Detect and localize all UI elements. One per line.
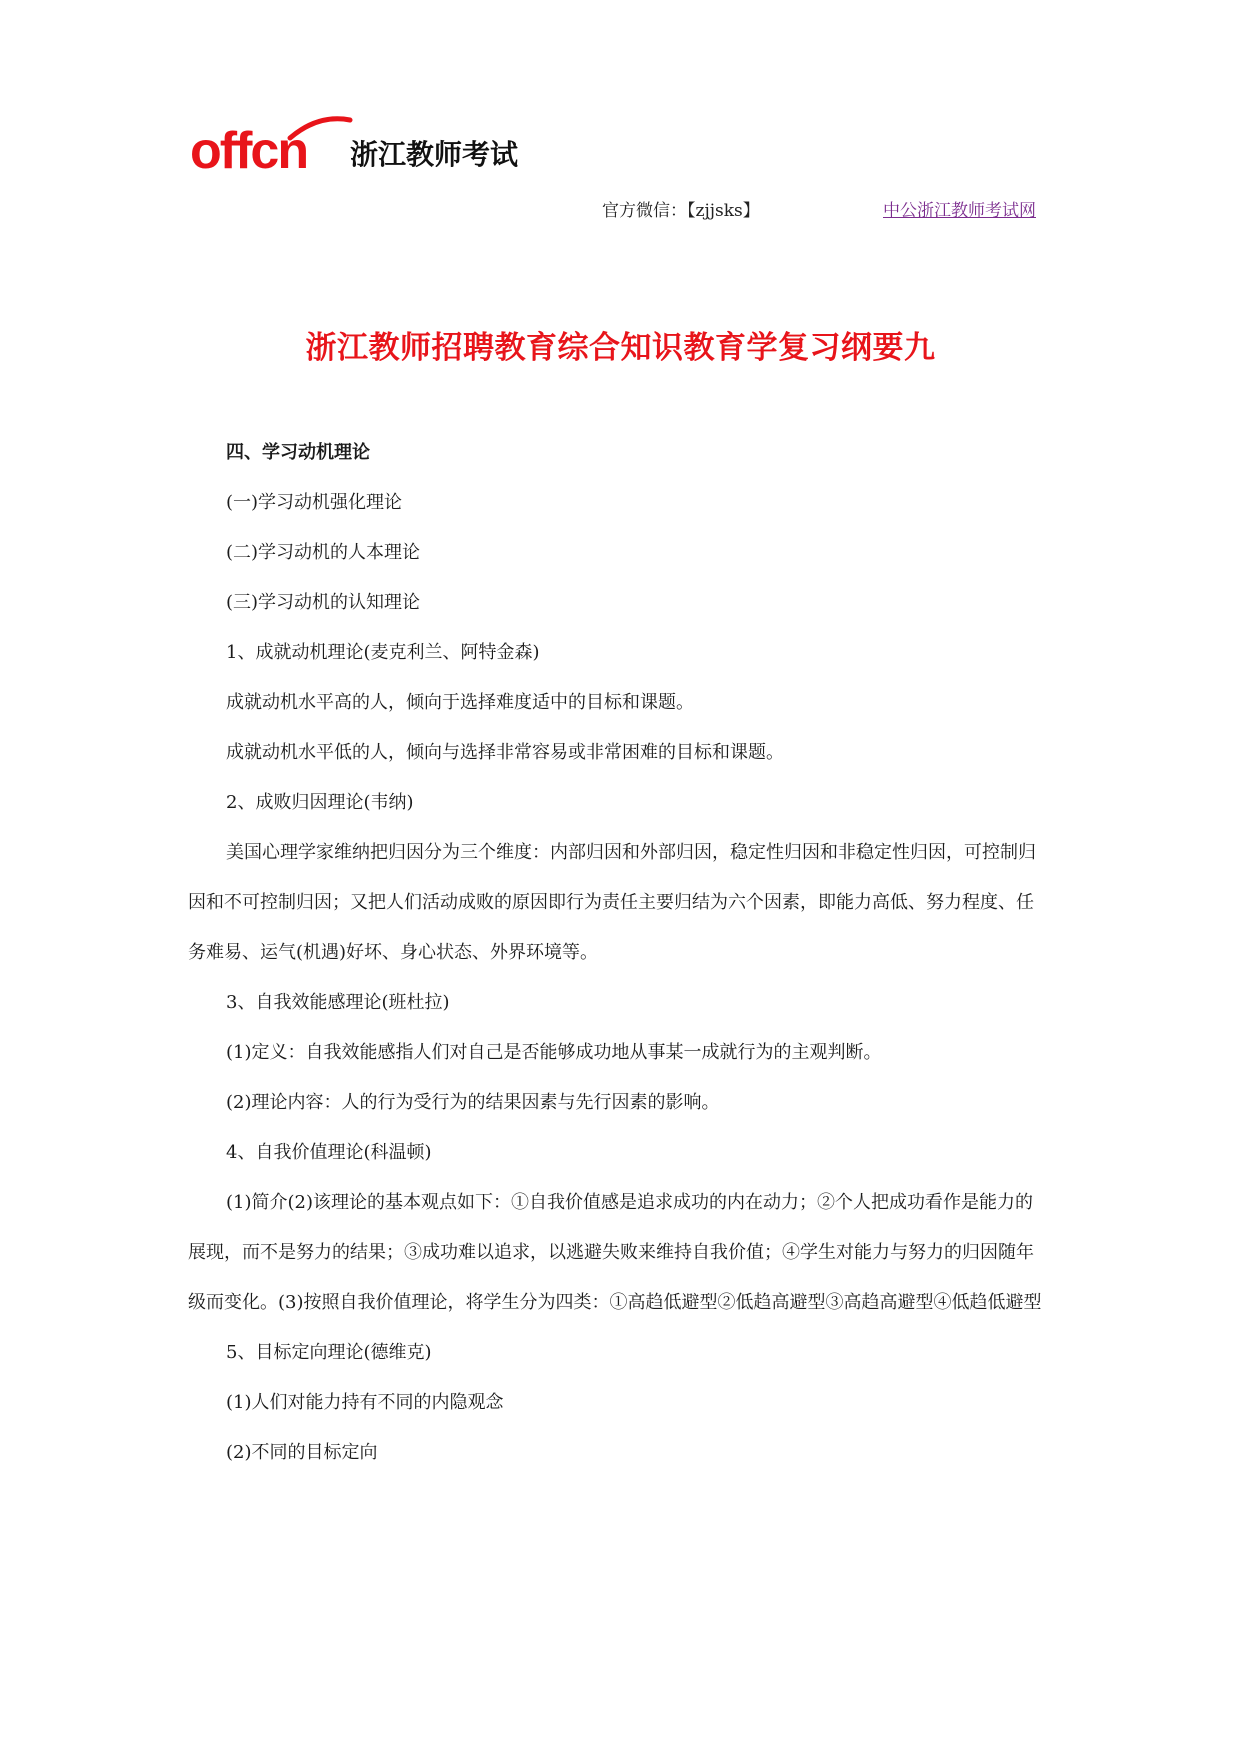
paragraph: (二)学习动机的人本理论 <box>226 542 421 563</box>
paragraph: 美国心理学家维纳把归因分为三个维度：内部归因和外部归因，稳定性归因和非稳定性归因，可控制归因和不可控制归因；又把人们活动成败的原因即行为责任主要归结为六个因素，即能力高低、努力程度、任务难易、运气(机遇)好坏、身心状态、外界环境等。 <box>188 842 1036 963</box>
paragraph: (2)理论内容：人的行为受行为的结果因素与先行因素的影响。 <box>226 1092 720 1113</box>
article-body <box>188 428 1050 1478</box>
paragraph: (1)定义：自我效能感指人们对自己是否能够成功地从事某一成就行为的主观判断。 <box>226 1042 882 1063</box>
paragraph: 2、成败归因理论(韦纳) <box>226 792 414 813</box>
paragraph: 1、成就动机理论(麦克利兰、阿特金森) <box>226 642 540 663</box>
paragraph: 4、自我价值理论(科温顿) <box>226 1142 432 1163</box>
paragraph: (三)学习动机的认知理论 <box>226 592 421 613</box>
paragraph: (2)不同的目标定向 <box>226 1442 378 1463</box>
header-bar <box>0 196 1241 222</box>
paragraph: 3、自我效能感理论(班杜拉) <box>226 992 450 1013</box>
paragraph: 成就动机水平低的人，倾向与选择非常容易或非常困难的目标和课题。 <box>226 742 784 763</box>
paragraph: 5、目标定向理论(德维克) <box>226 1342 432 1363</box>
wechat-label: 官方微信：【zjjsks】 <box>602 201 760 221</box>
paragraph: (1)人们对能力持有不同的内隐观念 <box>226 1392 504 1413</box>
offcn-logo <box>190 112 530 182</box>
logo-wordmark: offcn <box>190 122 308 180</box>
site-link[interactable]: 中公浙江教师考试网 <box>883 201 1036 221</box>
section-heading: 四、学习动机理论 <box>226 442 370 463</box>
paragraph: (一)学习动机强化理论 <box>226 492 403 513</box>
paragraph: 成就动机水平高的人，倾向于选择难度适中的目标和课题。 <box>226 692 694 713</box>
paragraph: (1)简介(2)该理论的基本观点如下：①自我价值感是追求成功的内在动力；②个人把成功看作是能力的展现，而不是努力的结果；③成功难以追求，以逃避失败来维持自我价值；④学生对能力与努力的归因随年级而变化。(3)按照自我价值理论，将学生分为四类：①高趋低避型②低趋高避型③高趋高避型④低趋低避型 <box>188 1192 1042 1313</box>
page-title: 浙江教师招聘教育综合知识教育学复习纲要九 <box>305 330 936 366</box>
logo-subtitle: 浙江教师考试 <box>350 138 519 171</box>
